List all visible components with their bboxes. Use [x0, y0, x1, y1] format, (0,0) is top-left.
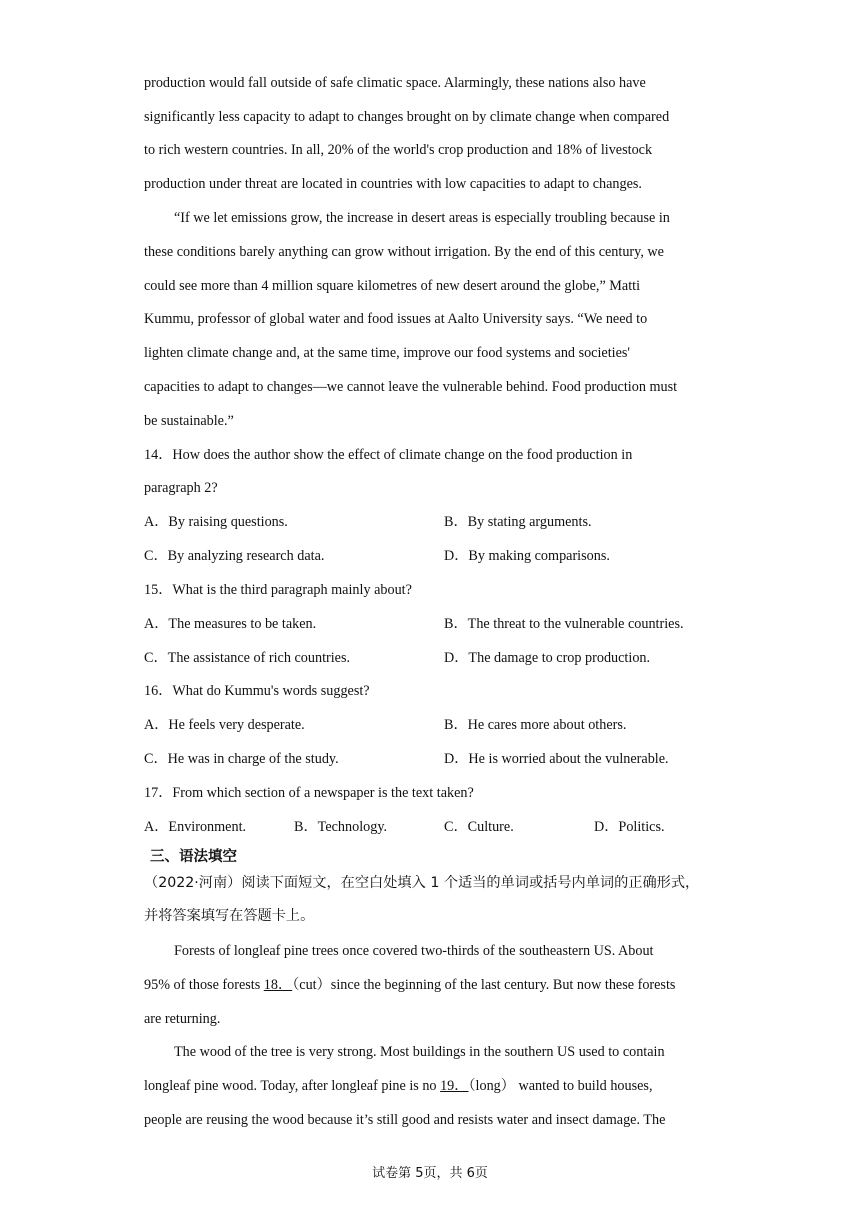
q16-option-a: A．He feels very desperate. [144, 717, 305, 733]
page-footer: 试卷第 5页，共 6页 [372, 1166, 488, 1181]
passage-line: to rich western countries. In all, 20% of the world's crop production and 18% of livestock [144, 142, 653, 158]
blank-18: 18． [263, 977, 293, 993]
q16-option-d: D．He is worried about the vulnerable. [444, 751, 669, 767]
q16-option-b: B．He cares more about others. [444, 717, 627, 733]
blank-19: 19． [440, 1078, 469, 1094]
cloze-text: （long） wanted to build houses, [468, 1078, 653, 1094]
question-17-stem: 17．From which section of a newspaper is the text taken? [144, 785, 474, 801]
q16-option-c: C．He was in charge of the study. [144, 751, 339, 767]
cloze-line: Forests of longleaf pine trees once covered two-thirds of the southeastern US. About [174, 943, 654, 959]
section-instruction: （2022·河南）阅读下面短文，在空白处填入 1 个适当的单词或括号内单词的正确形式， [144, 875, 700, 891]
q17-option-c: C．Culture. [444, 819, 514, 835]
passage-line: “If we let emissions grow, the increase in desert areas is especially troubling because in [174, 210, 670, 226]
passage-line: be sustainable.” [144, 413, 234, 429]
question-14-stem: 14．How does the author show the effect of climate change on the food production in [144, 447, 633, 463]
q14-option-c: C．By analyzing research data. [144, 548, 325, 564]
q14-option-a: A．By raising questions. [144, 514, 288, 530]
q15-option-c: C．The assistance of rich countries. [144, 650, 351, 666]
passage-line: production under threat are located in countries with low capacities to adapt to changes. [144, 176, 642, 192]
passage-line: these conditions barely anything can grow without irrigation. By the end of this century, we [144, 244, 664, 260]
cloze-text: longleaf pine wood. Today, after longleaf pine is no [144, 1078, 441, 1094]
q14-option-b: B．By stating arguments. [444, 514, 592, 530]
question-14-stem-cont: paragraph 2? [144, 480, 218, 496]
cloze-line: The wood of the tree is very strong. Most buildings in the southern US used to contain [174, 1044, 665, 1060]
q17-option-a: A．Environment. [144, 819, 247, 835]
question-15-stem: 15．What is the third paragraph mainly about? [144, 582, 412, 598]
q15-option-b: B．The threat to the vulnerable countries. [444, 616, 684, 632]
cloze-line [144, 1076, 653, 1096]
passage-line: significantly less capacity to adapt to changes brought on by climate change when compared [144, 109, 670, 125]
passage-line: Kummu, professor of global water and food issues at Aalto University says. “We need to [144, 311, 648, 327]
section-instruction-cont: 并将答案填写在答题卡上。 [144, 908, 315, 924]
passage-line: capacities to adapt to changes—we cannot leave the vulnerable behind. Food production must [144, 379, 678, 395]
q17-option-b: B．Technology. [294, 819, 388, 835]
section-title: 三、语法填空 [150, 849, 237, 865]
cloze-line [144, 975, 675, 995]
passage-line: could see more than 4 million square kilometres of new desert around the globe,” Matti [144, 278, 641, 294]
q14-option-d: D．By making comparisons. [444, 548, 610, 564]
cloze-line: people are reusing the wood because it’s still good and resists water and insect damage. The [144, 1112, 666, 1128]
q15-option-a: A．The measures to be taken. [144, 616, 317, 632]
q15-option-d: D．The damage to crop production. [444, 650, 651, 666]
cloze-text: （cut）since the beginning of the last century. But now these forests [292, 977, 676, 993]
cloze-text: 95% of those forests [144, 977, 264, 993]
q17-option-d: D．Politics. [594, 819, 665, 835]
question-16-stem: 16．What do Kummu's words suggest? [144, 683, 370, 699]
passage-line: production would fall outside of safe climatic space. Alarmingly, these nations also have [144, 75, 646, 91]
passage-line: lighten climate change and, at the same time, improve our food systems and societies' [144, 345, 630, 361]
cloze-line: are returning. [144, 1011, 221, 1027]
